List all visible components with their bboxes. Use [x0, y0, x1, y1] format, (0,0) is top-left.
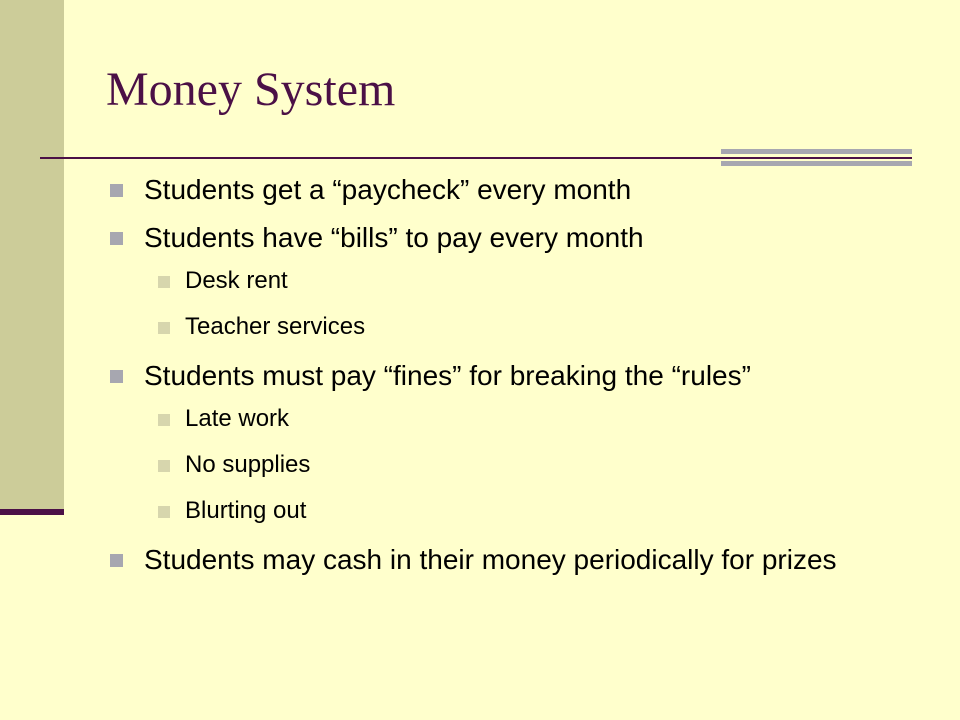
- bullet-text: Students have “bills” to pay every month: [144, 222, 644, 253]
- sub-bullet-list: [144, 267, 908, 341]
- square-bullet-icon: [110, 232, 123, 245]
- sub-bullet-list: [144, 405, 908, 525]
- sub-bullet-text: Desk rent: [185, 267, 288, 294]
- bullet-item-paycheck: [108, 173, 908, 207]
- sub-bullet-item: [144, 313, 908, 341]
- slide-title: Money System: [106, 63, 396, 116]
- sub-bullet-text: No supplies: [185, 451, 311, 478]
- title-rule-accent-bars: [721, 149, 912, 166]
- sub-bullet-item: [144, 405, 908, 433]
- square-bullet-icon: [110, 554, 123, 567]
- square-sub-bullet-icon: [158, 460, 170, 472]
- bullet-list: [108, 173, 908, 587]
- square-bullet-icon: [110, 370, 123, 383]
- bullet-text: Students must pay “fines” for breaking the “rules”: [144, 360, 751, 391]
- bullet-item-fines: [108, 359, 908, 525]
- square-sub-bullet-icon: [158, 322, 170, 334]
- left-bar-accent-line: [0, 509, 64, 515]
- square-sub-bullet-icon: [158, 414, 170, 426]
- bullet-item-cash-in: [108, 543, 908, 577]
- bullet-text: Students may cash in their money periodically for prizes: [144, 544, 837, 575]
- sub-bullet-text: Teacher services: [185, 313, 366, 340]
- square-sub-bullet-icon: [158, 506, 170, 518]
- sub-bullet-item: [144, 451, 908, 479]
- sub-bullet-item: [144, 267, 908, 295]
- sub-bullet-text: Late work: [185, 405, 290, 432]
- square-sub-bullet-icon: [158, 276, 170, 288]
- bullet-item-bills: [108, 221, 908, 341]
- sub-bullet-item: [144, 497, 908, 525]
- square-bullet-icon: [110, 184, 123, 197]
- left-decorative-bar: [0, 0, 64, 512]
- bullet-text: Students get a “paycheck” every month: [144, 174, 632, 205]
- sub-bullet-text: Blurting out: [185, 497, 307, 524]
